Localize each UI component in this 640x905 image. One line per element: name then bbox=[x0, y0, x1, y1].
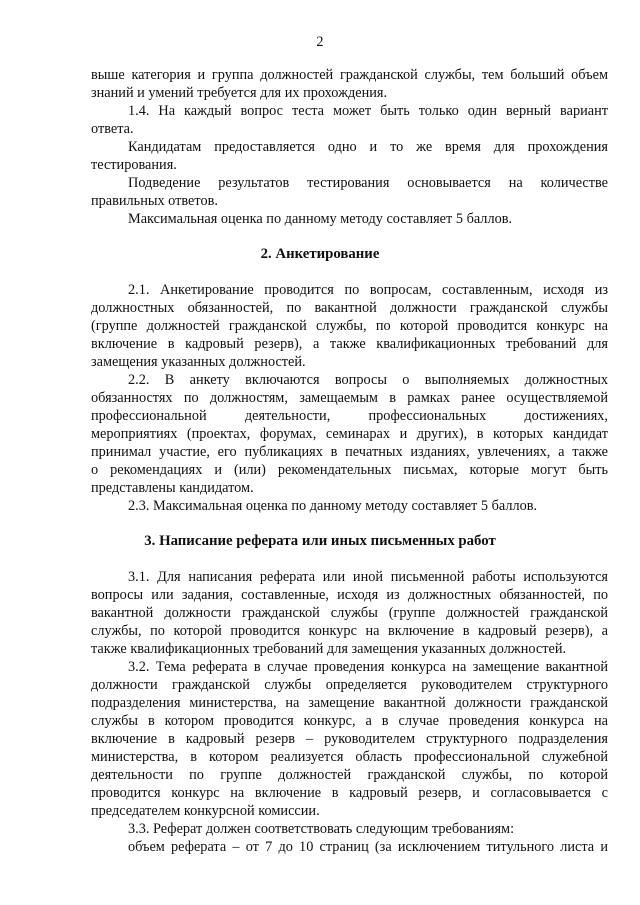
text-line: (группе должностей гражданской службы, по которой проводится конкурс на bbox=[91, 318, 608, 334]
text-line: 2.2. В анкету включаются вопросы о выполняемых должностных bbox=[128, 372, 608, 388]
text-line: 2.3. Максимальная оценка по данному методу составляет 5 баллов. bbox=[128, 498, 538, 514]
text-line: подразделения министерства, на замещение вакантной должности гражданской bbox=[91, 695, 608, 711]
text-line: службы в котором проводится конкурс, а в случае проведения конкурса на bbox=[91, 713, 608, 729]
text-line: тестирования. bbox=[91, 157, 177, 173]
text-line: также квалификационных требований для замещения указанных должностей. bbox=[91, 641, 567, 657]
text-line: правильных ответов. bbox=[91, 193, 218, 209]
text-line: вакантной должности гражданской службы (группе должностей гражданской bbox=[91, 605, 608, 621]
text-line: включение в кадровый резерв – руководителем структурного подразделения bbox=[91, 731, 608, 747]
section-heading: 3. Написание реферата или иных письменных работ bbox=[144, 533, 496, 549]
text-line: Кандидатам предоставляется одно и то же время для прохождения bbox=[128, 139, 608, 155]
text-line: 1.4. На каждый вопрос теста может быть только один верный вариант bbox=[128, 103, 608, 119]
section-heading: 2. Анкетирование bbox=[260, 246, 380, 262]
text-line: о рекомендациях и (или) рекомендательных письмах, которые могут быть bbox=[91, 462, 608, 478]
text-line: ответа. bbox=[91, 121, 134, 137]
text-line: принимал участие, его публикациях в печатных изданиях, увлечениях, а также bbox=[91, 444, 608, 460]
text-line: 3.1. Для написания реферата или иной письменной работы используются bbox=[128, 569, 608, 585]
text-line: представлены кандидатом. bbox=[91, 480, 254, 496]
text-line: Максимальная оценка по данному методу составляет 5 баллов. bbox=[128, 211, 513, 227]
text-line: службы, по которой проводится конкурс на включение в кадровый резерв), а bbox=[91, 623, 608, 639]
text-line: включение в кадровый резерв), а также квалификационных требований для bbox=[91, 336, 608, 352]
page-number: 2 bbox=[316, 34, 324, 50]
text-line: мероприятиях (проектах, форумах, семинарах и других), в которых кандидат bbox=[91, 426, 608, 442]
text-line: деятельности по группе должностей гражданской службы, по которой bbox=[91, 767, 608, 783]
text-line: председателем конкурсной комиссии. bbox=[91, 803, 320, 819]
text-line: обязанностях по должностям, замещаемым в рамках ранее осуществляемой bbox=[91, 390, 608, 406]
text-line: должностных обязанностей, по вакантной должности гражданской службы bbox=[91, 300, 608, 316]
text-line: выше категория и группа должностей гражданской службы, тем больший объем bbox=[91, 67, 608, 83]
text-line: вопросы или задания, составленные, исходя из должностных обязанностей, по bbox=[91, 587, 608, 603]
text-line: профессиональной деятельности, профессиональных достижениях, bbox=[91, 408, 608, 424]
text-line: замещения указанных должностей. bbox=[91, 354, 306, 370]
text-line: 3.3. Реферат должен соответствовать следующим требованиям: bbox=[128, 821, 515, 837]
text-line: министерства, в котором реализуется область профессиональной служебной bbox=[91, 749, 608, 765]
text-line: проводится конкурс на включение в кадровый резерв, и согласовывается с bbox=[91, 785, 608, 801]
text-line: Подведение результатов тестирования основывается на количестве bbox=[128, 175, 608, 191]
text-line: 2.1. Анкетирование проводится по вопросам, составленным, исходя из bbox=[128, 282, 608, 298]
text-line: должности гражданской службы определяется руководителем структурного bbox=[91, 677, 608, 693]
text-line: объем реферата – от 7 до 10 страниц (за исключением титульного листа и bbox=[128, 839, 608, 855]
text-line: знаний и умений требуется для их прохождения. bbox=[91, 85, 388, 101]
text-line: 3.2. Тема реферата в случае проведения конкурса на замещение вакантной bbox=[128, 659, 608, 675]
